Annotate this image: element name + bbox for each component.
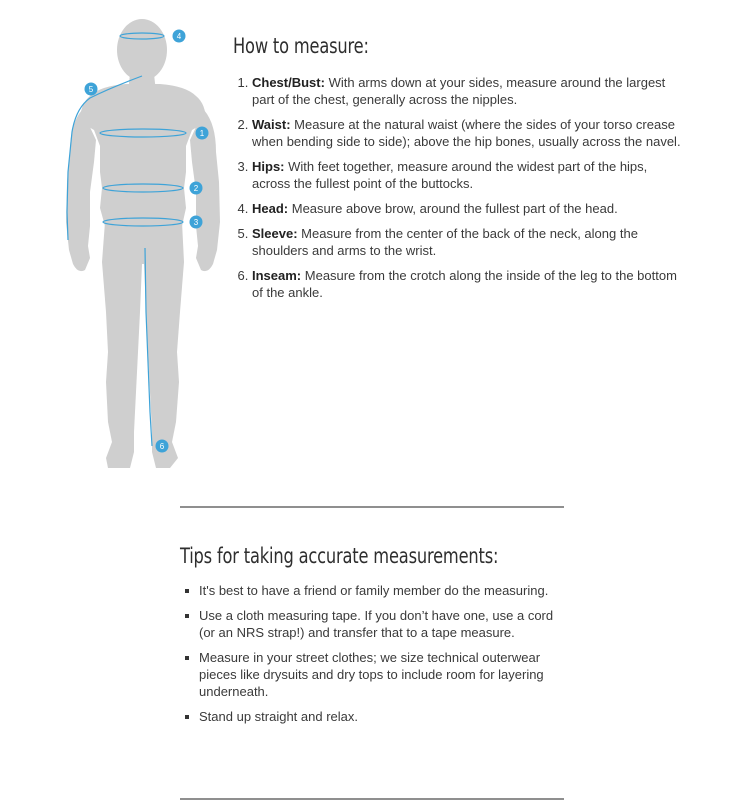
step-label: Waist: xyxy=(252,117,291,132)
tips-section xyxy=(180,544,560,733)
step-text: Measure above brow, around the fullest part of the head. xyxy=(291,201,618,216)
marker-waist-label: 2 xyxy=(193,184,199,193)
body-silhouette-illustration xyxy=(60,12,230,474)
marker-hips-label: 3 xyxy=(193,218,199,227)
step-text: With arms down at your sides, measure around the largest part of the chest, generally across the nipples. xyxy=(252,75,666,107)
step-sleeve xyxy=(252,225,683,259)
tip-item: Stand up straight and relax. xyxy=(199,708,560,725)
step-head xyxy=(252,200,683,217)
measurement-steps-list xyxy=(233,74,683,301)
how-to-measure-section xyxy=(233,34,683,309)
tip-item: Use a cloth measuring tape. If you don’t have one, use a cord (or an NRS strap!) and transfer that to a tape measure. xyxy=(199,607,560,641)
bottom-divider xyxy=(180,798,564,800)
tip-item: It's best to have a friend or family member do the measuring. xyxy=(199,582,560,599)
step-text: With feet together, measure around the widest part of the hips, across the fullest point of the buttocks. xyxy=(252,159,648,191)
marker-head-label: 4 xyxy=(176,32,182,41)
marker-inseam-label: 6 xyxy=(159,442,165,451)
step-label: Head: xyxy=(252,201,289,216)
marker-sleeve-label: 5 xyxy=(88,85,94,94)
step-text: Measure from the center of the back of the neck, along the shoulders and arms to the wrist. xyxy=(252,226,638,258)
step-label: Hips: xyxy=(252,159,285,174)
step-label: Inseam: xyxy=(252,268,302,283)
step-label: Chest/Bust: xyxy=(252,75,325,90)
step-inseam xyxy=(252,267,683,301)
how-to-measure-heading: How to measure: xyxy=(233,34,369,58)
marker-chest-label: 1 xyxy=(199,129,205,138)
tip-item: Measure in your street clothes; we size technical outerwear pieces like drysuits and dry tops to include room for layering underneath. xyxy=(199,649,560,700)
step-hips xyxy=(252,158,683,192)
step-chest xyxy=(252,74,683,108)
step-text: Measure at the natural waist (where the sides of your torso crease when bending side to side); above the hip bones, usually across the navel. xyxy=(252,117,681,149)
step-text: Measure from the crotch along the inside of the leg to the bottom of the ankle. xyxy=(252,268,677,300)
step-waist xyxy=(252,116,683,150)
tips-heading: Tips for taking accurate measurements: xyxy=(180,544,499,568)
step-label: Sleeve: xyxy=(252,226,298,241)
tips-list xyxy=(180,582,560,725)
section-divider xyxy=(180,506,564,508)
body-measurement-figure xyxy=(60,12,230,474)
